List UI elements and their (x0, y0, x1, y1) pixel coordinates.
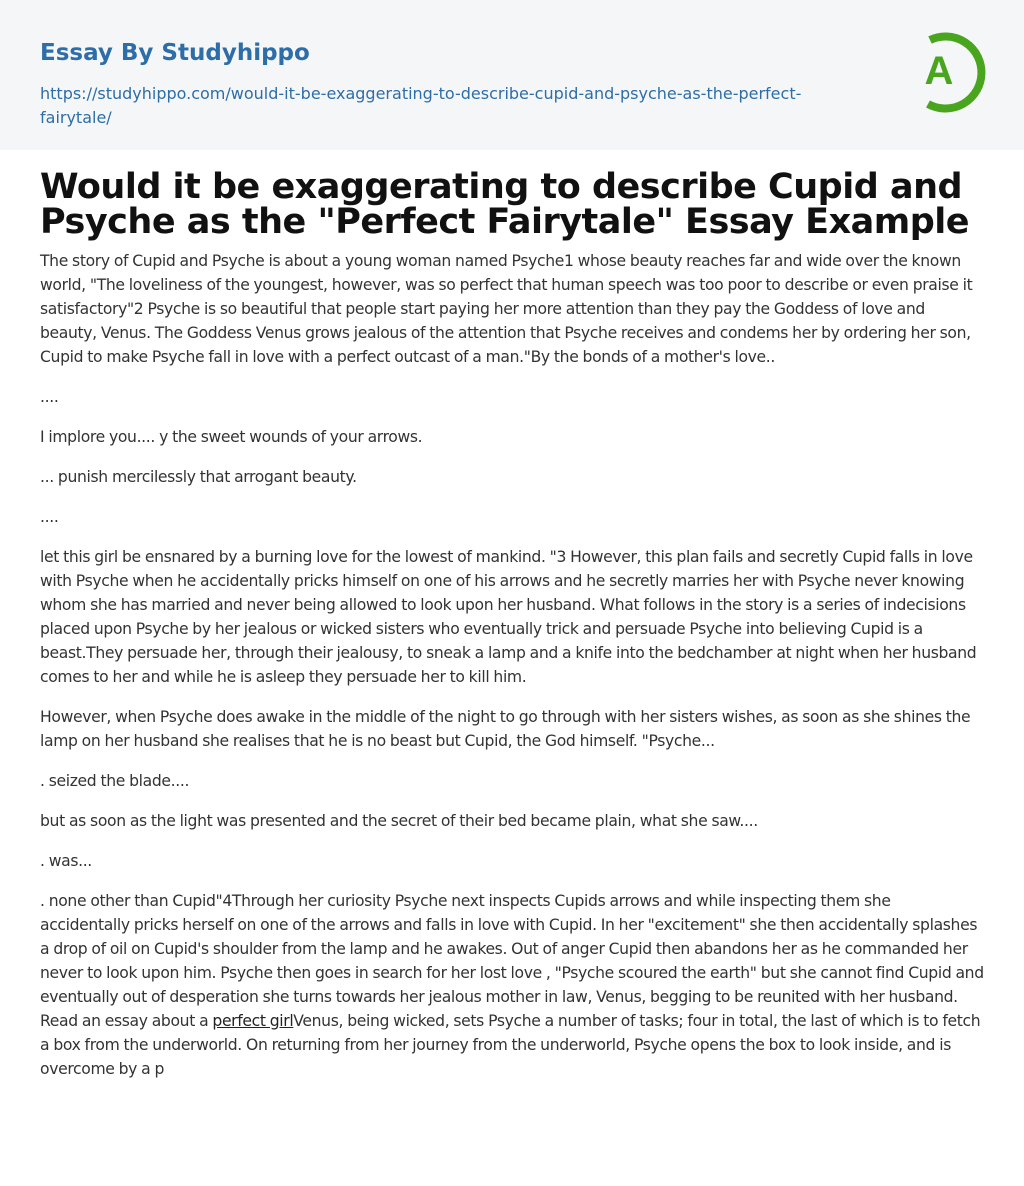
brand-title[interactable]: Essay By Studyhippo (40, 40, 310, 66)
article-title: Would it be exaggerating to describe Cupid and Psyche as the "Perfect Fairytale" Essay Example (40, 167, 970, 242)
paragraph-text-after-link: Venus, being wicked, sets Psyche a number of tasks; four in total, the last of which is to fetch a box from the underworld. On returning from her journey from the underworld, Psyche opens the box to look inside, and is overcome by a p (40, 1012, 981, 1078)
paragraph: . was... (40, 852, 92, 870)
paragraph: I implore you.... y the sweet wounds of your arrows. (40, 428, 423, 446)
article (40, 167, 984, 1081)
paragraph: The story of Cupid and Psyche is about a young woman named Psyche1 whose beauty reaches far and wide over the known world, "The loveliness of the youngest, however, was so perfect that human speech was too poor to describe or even praise it satisfactory"2 Psyche is so beautiful that people start paying her more attention than they pay the Goddess of love and beauty, Venus. The Goddess Venus grows jealous of the attention that Psyche receives and condems her by ordering her son, Cupid to make Psyche fall in love with a perfect outcast of a man."By the bonds of a mother's love.. (40, 252, 973, 366)
paragraph-text-before-link: . none other than Cupid"4Through her curiosity Psyche next inspects Cupids arrows and while inspecting them she accidentally pricks herself on one of the arrows and falls in love with Cupid. In her "excitement" she then accidentally splashes a drop of oil on Cupid's shoulder from the lamp and he awakes. Out of anger Cupid then abandons her as he commanded her never to look upon him. Psyche then goes in search for her lost love , "Psyche scoured the earth" but she cannot find Cupid and eventually out of desperation she turns towards her jealous mother in law, Venus, begging to be reunited with her husband. Read an essay about a (40, 892, 984, 1030)
source-url-link[interactable]: https://studyhippo.com/would-it-be-exaggerating-to-describe-cupid-and-psyche-as-the-perfect-fairytale/ (40, 84, 802, 127)
paragraph: .... (40, 508, 59, 526)
paragraph: let this girl be ensnared by a burning love for the lowest of mankind. "3 However, this plan fails and secretly Cupid falls in love with Psyche when he accidentally pricks himself on one of his arrows and he secretly marries her with Psyche never knowing whom she has married and never being allowed to look upon her husband. What follows in the story is a series of indecisions placed upon Psyche by her jealous or wicked sisters who eventually trick and persuade Psyche into believing Cupid is a beast.They persuade her, through their jealousy, to sneak a lamp and a knife into the bedchamber at night when her husband comes to her and while he is asleep they persuade her to kill him. (40, 548, 977, 686)
paragraph: but as soon as the light was presented and the secret of their bed became plain, what she saw.... (40, 812, 758, 830)
perfect-girl-link[interactable]: perfect girl (212, 1012, 294, 1030)
paragraph: However, when Psyche does awake in the middle of the night to go through with her sisters wishes, as soon as she shines the lamp on her husband she realises that he is no beast but Cupid, the God himself. "Psyche... (40, 708, 971, 750)
paragraph: . seized the blade.... (40, 772, 190, 790)
paragraph: ... punish mercilessly that arrogant beauty. (40, 468, 357, 486)
studyhippo-logo-icon[interactable] (910, 27, 988, 117)
site-header (0, 0, 1024, 150)
paragraph-with-link (40, 889, 984, 1081)
logo-letter: A (924, 49, 954, 93)
paragraph: .... (40, 388, 59, 406)
